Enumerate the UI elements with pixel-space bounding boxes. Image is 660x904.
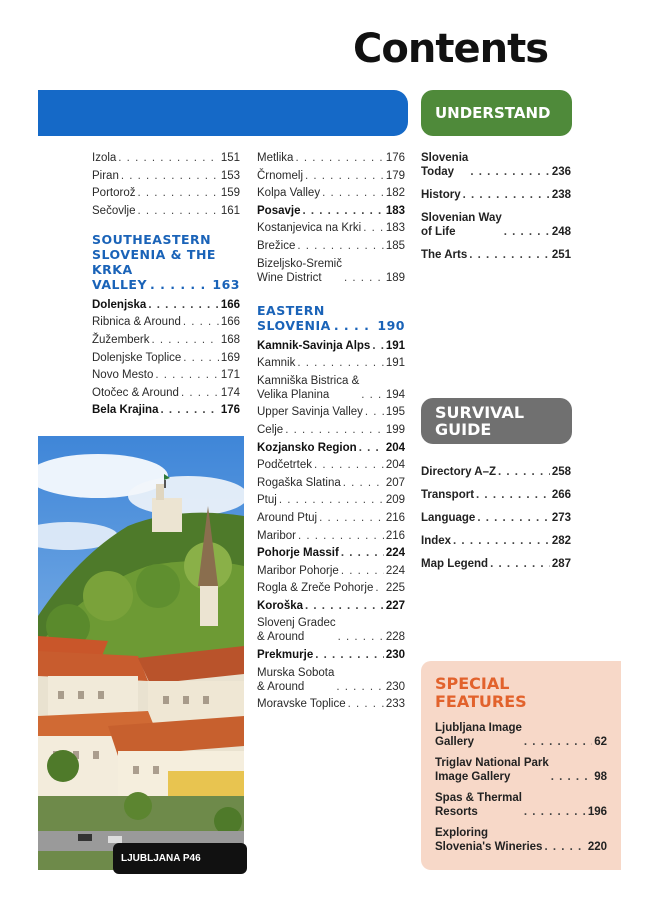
leader-dots [470,165,550,179]
section-page-number: 163 [212,276,240,292]
leader-dots [544,840,585,854]
leader-dots [469,248,550,262]
toc-entry-title: Dolenjska [92,298,147,311]
section-title-text: SLOVENIA [257,317,331,333]
leader-dots [359,441,384,455]
leader-dots [551,770,592,784]
toc-entry-page: 204 [385,459,405,472]
toc-entry-title: Maribor [257,529,296,542]
toc-entry[interactable] [257,546,405,560]
survival-guide-section-header[interactable] [421,398,572,444]
section-title-line: EASTERN [257,302,325,318]
toc-entry-page: 166 [220,298,240,311]
toc-entry-page: 159 [220,187,240,200]
section-title-line [257,318,405,333]
toc-entry[interactable] [421,248,571,262]
leader-dots [148,298,218,312]
toc-entry[interactable] [92,315,240,329]
toc-entry-page: 258 [551,466,571,478]
toc-entry-page: 166 [220,316,240,329]
toc-entry-title: Exploring Slovenia's Wineries [435,827,543,853]
leader-dots [476,488,550,502]
toc-entry[interactable] [435,756,607,784]
leader-dots [118,151,219,165]
toc-entry-title: Upper Savinja Valley [257,406,363,419]
toc-entry[interactable] [257,493,405,507]
toc-entry-title: Posavje [257,204,301,217]
section-southeastern-slovenia[interactable] [92,232,240,292]
leader-dots [363,221,384,235]
toc-entry-page: 225 [385,582,405,595]
leader-dots [504,225,550,239]
toc-column-3 [421,151,571,271]
leader-dots [344,271,384,285]
toc-entry[interactable] [257,239,405,253]
toc-entry[interactable] [257,616,405,644]
leader-dots [305,169,384,183]
header-color-band [38,90,408,136]
toc-entry-page: 224 [385,547,405,560]
leader-dots [152,333,219,347]
toc-entry-title: Kamnik [257,357,296,370]
toc-entry-page: 207 [385,476,405,489]
toc-entry[interactable] [421,211,571,239]
leader-dots [338,630,384,644]
leader-dots [341,564,384,578]
toc-entry[interactable] [257,648,405,662]
leader-dots [183,315,219,329]
toc-entry-title: Izola [92,152,117,164]
toc-entry-page: 182 [385,187,405,200]
toc-entry-title: Ljubljana Image Gallery [435,722,522,748]
leader-dots [322,186,384,200]
toc-entry-page: 266 [551,489,571,501]
leader-dots [279,493,384,507]
toc-list-south-coast [92,151,240,218]
toc-entry-title: Directory A–Z [421,466,496,478]
toc-entry-page: 191 [385,339,405,352]
toc-entry-page: 151 [220,152,240,164]
leader-dots [183,351,219,365]
toc-entry-title: Spas & Thermal Resorts [435,792,522,818]
toc-entry[interactable] [92,204,240,218]
leader-dots [181,386,219,400]
toc-entry[interactable] [257,339,405,353]
toc-entry[interactable] [257,405,405,419]
leader-dots [160,403,218,417]
leader-dots [372,339,383,353]
toc-entry-page: 176 [220,404,240,417]
toc-entry-title: Ptuj [257,494,277,507]
leader-dots [319,511,384,525]
page-title: Contents [353,26,548,72]
toc-entry-page: 174 [220,386,240,399]
toc-entry-page: 199 [385,423,405,436]
toc-entry-page: 233 [385,698,405,711]
toc-entry-title: Language [421,512,476,524]
toc-entry-page: 248 [551,226,571,238]
special-features-title [435,675,607,711]
leader-dots [336,680,383,694]
section-eastern-slovenia[interactable] [257,303,405,333]
toc-entry-page: 220 [587,841,607,853]
toc-entry-title: Pohorje Massif [257,547,339,560]
toc-entry[interactable] [257,356,405,370]
toc-entry[interactable] [435,791,607,819]
toc-entry-title: Brežice [257,239,296,252]
toc-entry[interactable] [92,403,240,417]
toc-entry[interactable] [421,511,571,525]
leader-dots [477,511,550,525]
photo-caption-ljubljana[interactable]: LJUBLJANA P46 [113,843,247,874]
toc-entry-title: Celje [257,423,284,436]
toc-column-2 [257,151,405,715]
toc-entry-page: 287 [551,558,571,570]
toc-entry-page: 228 [385,631,405,644]
toc-entry-title: Sečovlje [92,204,136,217]
toc-entry-title: Kamnik-Savinja Alps [257,339,371,352]
toc-entry[interactable] [257,564,405,578]
leader-dots [334,318,375,333]
toc-entry-title: Transport [421,489,475,501]
toc-column-3-survival [421,465,571,580]
toc-entry[interactable] [257,511,405,525]
leader-dots [297,356,383,370]
toc-entry-page: 191 [385,357,405,370]
special-features-box [421,661,621,870]
toc-entry[interactable] [257,374,405,402]
toc-entry-title: Kamniška Bistrica & Velika Planina [257,374,360,401]
special-title-line: SPECIAL [435,674,510,693]
toc-entry[interactable] [257,599,405,613]
toc-entry-title: Kolpa Valley [257,187,321,200]
toc-entry-page: 196 [587,806,607,818]
toc-entry-page: 185 [385,239,405,252]
leader-dots [297,239,383,253]
leader-dots [137,204,218,218]
toc-entry-page: 230 [385,680,405,693]
special-title-line: FEATURES [435,692,527,711]
toc-entry[interactable] [92,298,240,312]
leader-dots [295,151,383,165]
toc-list-special-features [435,721,607,854]
toc-entry-title: Murska Sobota & Around [257,666,335,693]
toc-entry-title: Novo Mesto [92,369,154,382]
toc-entry-page: 194 [385,388,405,401]
toc-entry[interactable] [92,368,240,382]
leader-dots [137,186,218,200]
leader-dots [343,476,384,490]
survival-label-line1: SURVIVAL [435,403,525,422]
leader-dots [524,735,592,749]
toc-entry[interactable] [257,204,405,218]
leader-dots [314,458,384,472]
toc-entry-title: Triglav National Park Image Gallery [435,757,549,783]
toc-entry-title: Koroška [257,599,304,612]
toc-entry[interactable] [257,697,405,711]
leader-dots [348,697,384,711]
leader-dots [121,169,219,183]
toc-entry-title: Otočec & Around [92,386,179,399]
toc-entry-page: 236 [551,166,571,178]
toc-entry-title: Bizeljsko-Sremič Wine District [257,257,342,284]
toc-entry-title: Bela Krajina [92,404,159,417]
toc-entry[interactable] [257,441,405,455]
toc-entry-page: 251 [551,249,571,261]
toc-entry-page: 183 [385,204,405,217]
toc-entry[interactable] [257,529,405,543]
leader-dots [524,805,586,819]
toc-entry-title: Rogaška Slatina [257,476,341,489]
toc-entry[interactable] [421,151,571,179]
toc-entry-title: Dolenjske Toplice [92,351,182,364]
leader-dots [298,529,384,543]
toc-list-eastern [257,339,405,712]
toc-entry-page: 179 [385,169,405,182]
leader-dots [150,277,209,292]
toc-list-southeastern-cont [257,151,405,285]
toc-entry-title: Slovenj Gradec & Around [257,617,336,644]
toc-entry[interactable] [92,351,240,365]
toc-entry[interactable] [257,423,405,437]
toc-entry[interactable] [257,221,405,235]
toc-entry[interactable] [421,465,571,479]
toc-entry-page: 224 [385,564,405,577]
toc-entry-title: The Arts [421,249,468,261]
toc-entry-title: Metlika [257,152,294,164]
toc-entry-page: 209 [385,494,405,507]
toc-entry-title: Kostanjevica na Krki [257,222,362,235]
toc-entry-title: Kozjansko Region [257,441,357,454]
toc-entry-title: Maribor Pohorje [257,564,339,577]
leader-dots [463,188,550,202]
toc-entry[interactable] [92,333,240,347]
section-title-line: SLOVENIA & THE KRKA [92,246,216,277]
understand-section-header[interactable]: UNDERSTAND [421,90,572,136]
section-title-line: SOUTHEASTERN [92,231,212,247]
toc-entry[interactable] [257,476,405,490]
toc-entry-title: Podčetrtek [257,459,312,472]
section-title-text: VALLEY [92,276,148,292]
toc-entry[interactable] [257,186,405,200]
toc-entry[interactable] [421,557,571,571]
toc-entry-title: Index [421,535,452,547]
toc-entry-page: 161 [220,204,240,217]
toc-entry[interactable] [421,488,571,502]
toc-entry[interactable] [257,666,405,694]
toc-entry[interactable] [92,386,240,400]
ljubljana-illustration [38,436,244,870]
toc-entry-page: 189 [385,271,405,284]
toc-entry-title: Map Legend [421,558,489,570]
toc-entry-page: 273 [551,512,571,524]
toc-entry-title: Piran [92,169,119,182]
toc-entry-title: Moravske Toplice [257,698,346,711]
toc-entry[interactable] [257,581,405,595]
toc-entry-title: Around Ptuj [257,511,318,524]
toc-entry-title: Ribnica & Around [92,316,181,329]
leader-dots [155,368,218,382]
toc-column-1 [92,151,240,421]
leader-dots [341,546,384,560]
leader-dots [490,557,550,571]
toc-entry-page: 176 [385,152,405,164]
toc-entry[interactable] [257,458,405,472]
ljubljana-photo [38,436,244,870]
toc-entry[interactable] [421,188,571,202]
toc-entry-title: Žužemberk [92,333,150,346]
toc-entry-title: Portorož [92,187,136,200]
section-page-number: 190 [377,317,405,333]
leader-dots [365,405,384,419]
leader-dots [285,423,384,437]
leader-dots [498,465,550,479]
leader-dots [375,581,383,595]
toc-entry[interactable] [92,151,240,165]
toc-entry-page: 168 [220,333,240,346]
toc-entry[interactable] [257,151,405,165]
toc-entry[interactable] [435,721,607,749]
toc-list-understand [421,151,571,262]
toc-list-southeastern [92,298,240,418]
toc-entry[interactable] [92,186,240,200]
leader-dots [453,534,550,548]
toc-entry-page: 98 [594,771,607,783]
toc-entry-page: 227 [385,599,405,612]
toc-entry-title: Slovenia Today [421,152,469,178]
toc-entry[interactable] [257,257,405,285]
toc-entry-page: 204 [385,441,405,454]
toc-entry-page: 62 [594,736,607,748]
toc-entry[interactable] [421,534,571,548]
toc-list-survival [421,465,571,571]
toc-entry[interactable] [92,169,240,183]
leader-dots [315,648,384,662]
toc-entry[interactable] [435,826,607,854]
toc-entry-title: Rogla & Zreče Pohorje [257,582,374,595]
toc-entry-page: 183 [385,222,405,235]
toc-entry-page: 216 [385,529,405,542]
leader-dots [302,204,383,218]
toc-entry-title: Prekmurje [257,649,314,662]
toc-entry[interactable] [257,169,405,183]
toc-entry-page: 169 [220,351,240,364]
toc-entry-title: Slovenian Way of Life [421,212,502,238]
toc-entry-page: 153 [220,169,240,182]
survival-label-line2: GUIDE [435,420,492,439]
toc-entry-page: 195 [385,406,405,419]
toc-entry-page: 282 [551,535,571,547]
leader-dots [305,599,384,613]
leader-dots [361,388,384,402]
section-title-line [92,277,240,292]
toc-entry-page: 238 [551,189,571,201]
toc-entry-page: 216 [385,511,405,524]
toc-entry-page: 230 [385,649,405,662]
toc-entry-title: History [421,189,461,201]
toc-entry-title: Črnomelj [257,169,304,182]
toc-entry-page: 171 [220,369,240,382]
